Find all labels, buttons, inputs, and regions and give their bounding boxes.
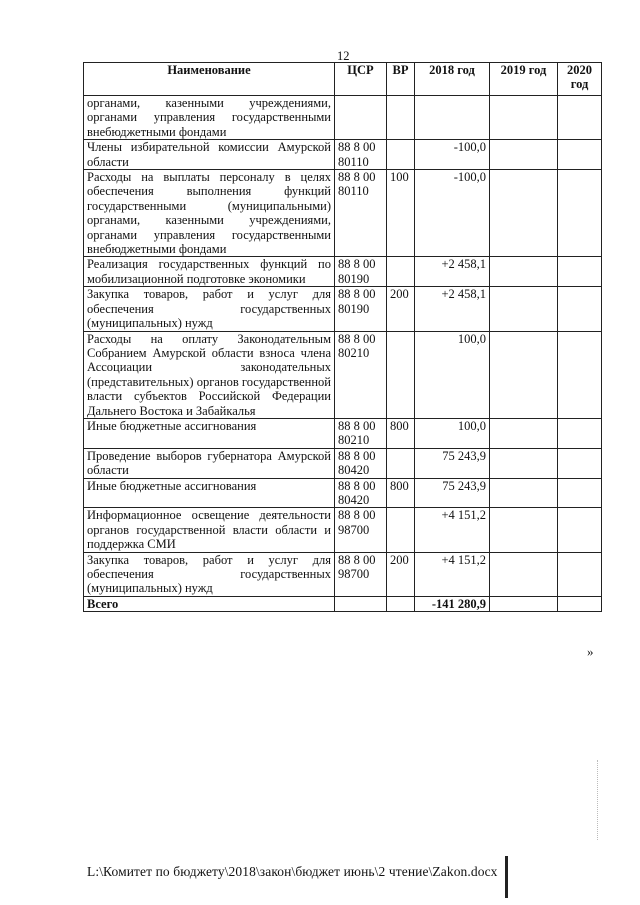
header-2019: 2019 год [490, 63, 558, 96]
cell-name: Иные бюджетные ассигнования [84, 478, 335, 508]
total-2019 [490, 596, 558, 611]
cell-vr [387, 508, 415, 552]
margin-mark [505, 856, 508, 898]
budget-table [83, 62, 602, 612]
cell-2018: -100,0 [415, 140, 490, 170]
closing-quote: » [587, 644, 594, 659]
cell-name: Информационное освещение деятельности органов государственной власти области и поддержка СМИ [84, 508, 335, 552]
total-row [84, 596, 602, 611]
cell-2019 [490, 508, 558, 552]
table-row [84, 140, 602, 170]
cell-2018: 75 243,9 [415, 478, 490, 508]
cell-name: Проведение выборов губернатора Амурской области [84, 448, 335, 478]
cell-2019 [490, 418, 558, 448]
cell-2018: 100,0 [415, 418, 490, 448]
cell-2019 [490, 287, 558, 331]
cell-2019 [490, 552, 558, 596]
table-row [84, 287, 602, 331]
cell-2018 [415, 96, 490, 140]
total-2018: -141 280,9 [415, 596, 490, 611]
cell-vr: 200 [387, 287, 415, 331]
cell-2020 [558, 96, 602, 140]
cell-2018: 100,0 [415, 331, 490, 418]
cell-csr: 88 8 00 80190 [335, 257, 387, 287]
total-csr [335, 596, 387, 611]
cell-csr: 88 8 00 80110 [335, 140, 387, 170]
cell-2020 [558, 448, 602, 478]
cell-2020 [558, 170, 602, 257]
cell-csr: 88 8 00 80420 [335, 478, 387, 508]
cell-2019 [490, 140, 558, 170]
scan-edge-dots [597, 760, 599, 840]
cell-2019 [490, 448, 558, 478]
cell-vr: 200 [387, 552, 415, 596]
cell-2019 [490, 331, 558, 418]
cell-2019 [490, 257, 558, 287]
cell-csr: 88 8 00 80110 [335, 170, 387, 257]
cell-vr [387, 448, 415, 478]
cell-2018: +2 458,1 [415, 257, 490, 287]
cell-name: Расходы на оплату Законодательным Собранием Амурской области взноса члена Ассоциации законодательных (представительных) органов государственной власти субъектов Российской Федерации Дальнего Востока и Забайкалья [84, 331, 335, 418]
total-2020 [558, 596, 602, 611]
header-2018: 2018 год [415, 63, 490, 96]
header-csr: ЦСР [335, 63, 387, 96]
cell-vr [387, 140, 415, 170]
total-vr [387, 596, 415, 611]
total-label: Всего [84, 596, 335, 611]
cell-2020 [558, 257, 602, 287]
cell-csr [335, 96, 387, 140]
cell-2018: +4 151,2 [415, 508, 490, 552]
cell-name: Закупка товаров, работ и услуг для обеспечения государственных (муниципальных) нужд [84, 552, 335, 596]
table-row [84, 331, 602, 418]
header-2020: 2020 год [558, 63, 602, 96]
table-row [84, 552, 602, 596]
header-vr: ВР [387, 63, 415, 96]
table-header-row [84, 63, 602, 96]
cell-2019 [490, 170, 558, 257]
cell-vr: 800 [387, 418, 415, 448]
cell-name: Закупка товаров, работ и услуг для обеспечения государственных (муниципальных) нужд [84, 287, 335, 331]
cell-2020 [558, 552, 602, 596]
cell-2020 [558, 331, 602, 418]
cell-2019 [490, 478, 558, 508]
cell-2019 [490, 96, 558, 140]
cell-name: Члены избирательной комиссии Амурской области [84, 140, 335, 170]
table-body [84, 96, 602, 597]
footer-file-path: L:\Комитет по бюджету\2018\закон\бюджет июнь\2 чтение\Zakon.docx [87, 864, 498, 879]
cell-name: Расходы на выплаты персоналу в целях обеспечения выполнения функций государственными (муниципальными) органами, казенными учреждениями, органами управления государственными внебюджетными фондами [84, 170, 335, 257]
cell-2018: 75 243,9 [415, 448, 490, 478]
cell-vr [387, 257, 415, 287]
page-number: 12 [337, 49, 350, 63]
cell-vr: 800 [387, 478, 415, 508]
cell-vr [387, 96, 415, 140]
cell-2020 [558, 287, 602, 331]
table-row [84, 508, 602, 552]
cell-2020 [558, 140, 602, 170]
cell-2020 [558, 508, 602, 552]
table-row [84, 478, 602, 508]
cell-csr: 88 8 00 80420 [335, 448, 387, 478]
table-row [84, 257, 602, 287]
table-row [84, 418, 602, 448]
cell-csr: 88 8 00 80210 [335, 331, 387, 418]
cell-vr: 100 [387, 170, 415, 257]
cell-vr [387, 331, 415, 418]
cell-2018: +4 151,2 [415, 552, 490, 596]
cell-csr: 88 8 00 98700 [335, 552, 387, 596]
cell-2018: +2 458,1 [415, 287, 490, 331]
cell-2020 [558, 418, 602, 448]
table-row [84, 170, 602, 257]
cell-2020 [558, 478, 602, 508]
table-row [84, 96, 602, 140]
header-name: Наименование [84, 63, 335, 96]
cell-csr: 88 8 00 80210 [335, 418, 387, 448]
table-row [84, 448, 602, 478]
cell-name: органами, казенными учреждениями, органами управления государственными внебюджетными фондами [84, 96, 335, 140]
cell-2018: -100,0 [415, 170, 490, 257]
cell-name: Иные бюджетные ассигнования [84, 418, 335, 448]
cell-csr: 88 8 00 98700 [335, 508, 387, 552]
cell-csr: 88 8 00 80190 [335, 287, 387, 331]
cell-name: Реализация государственных функций по мобилизационной подготовке экономики [84, 257, 335, 287]
